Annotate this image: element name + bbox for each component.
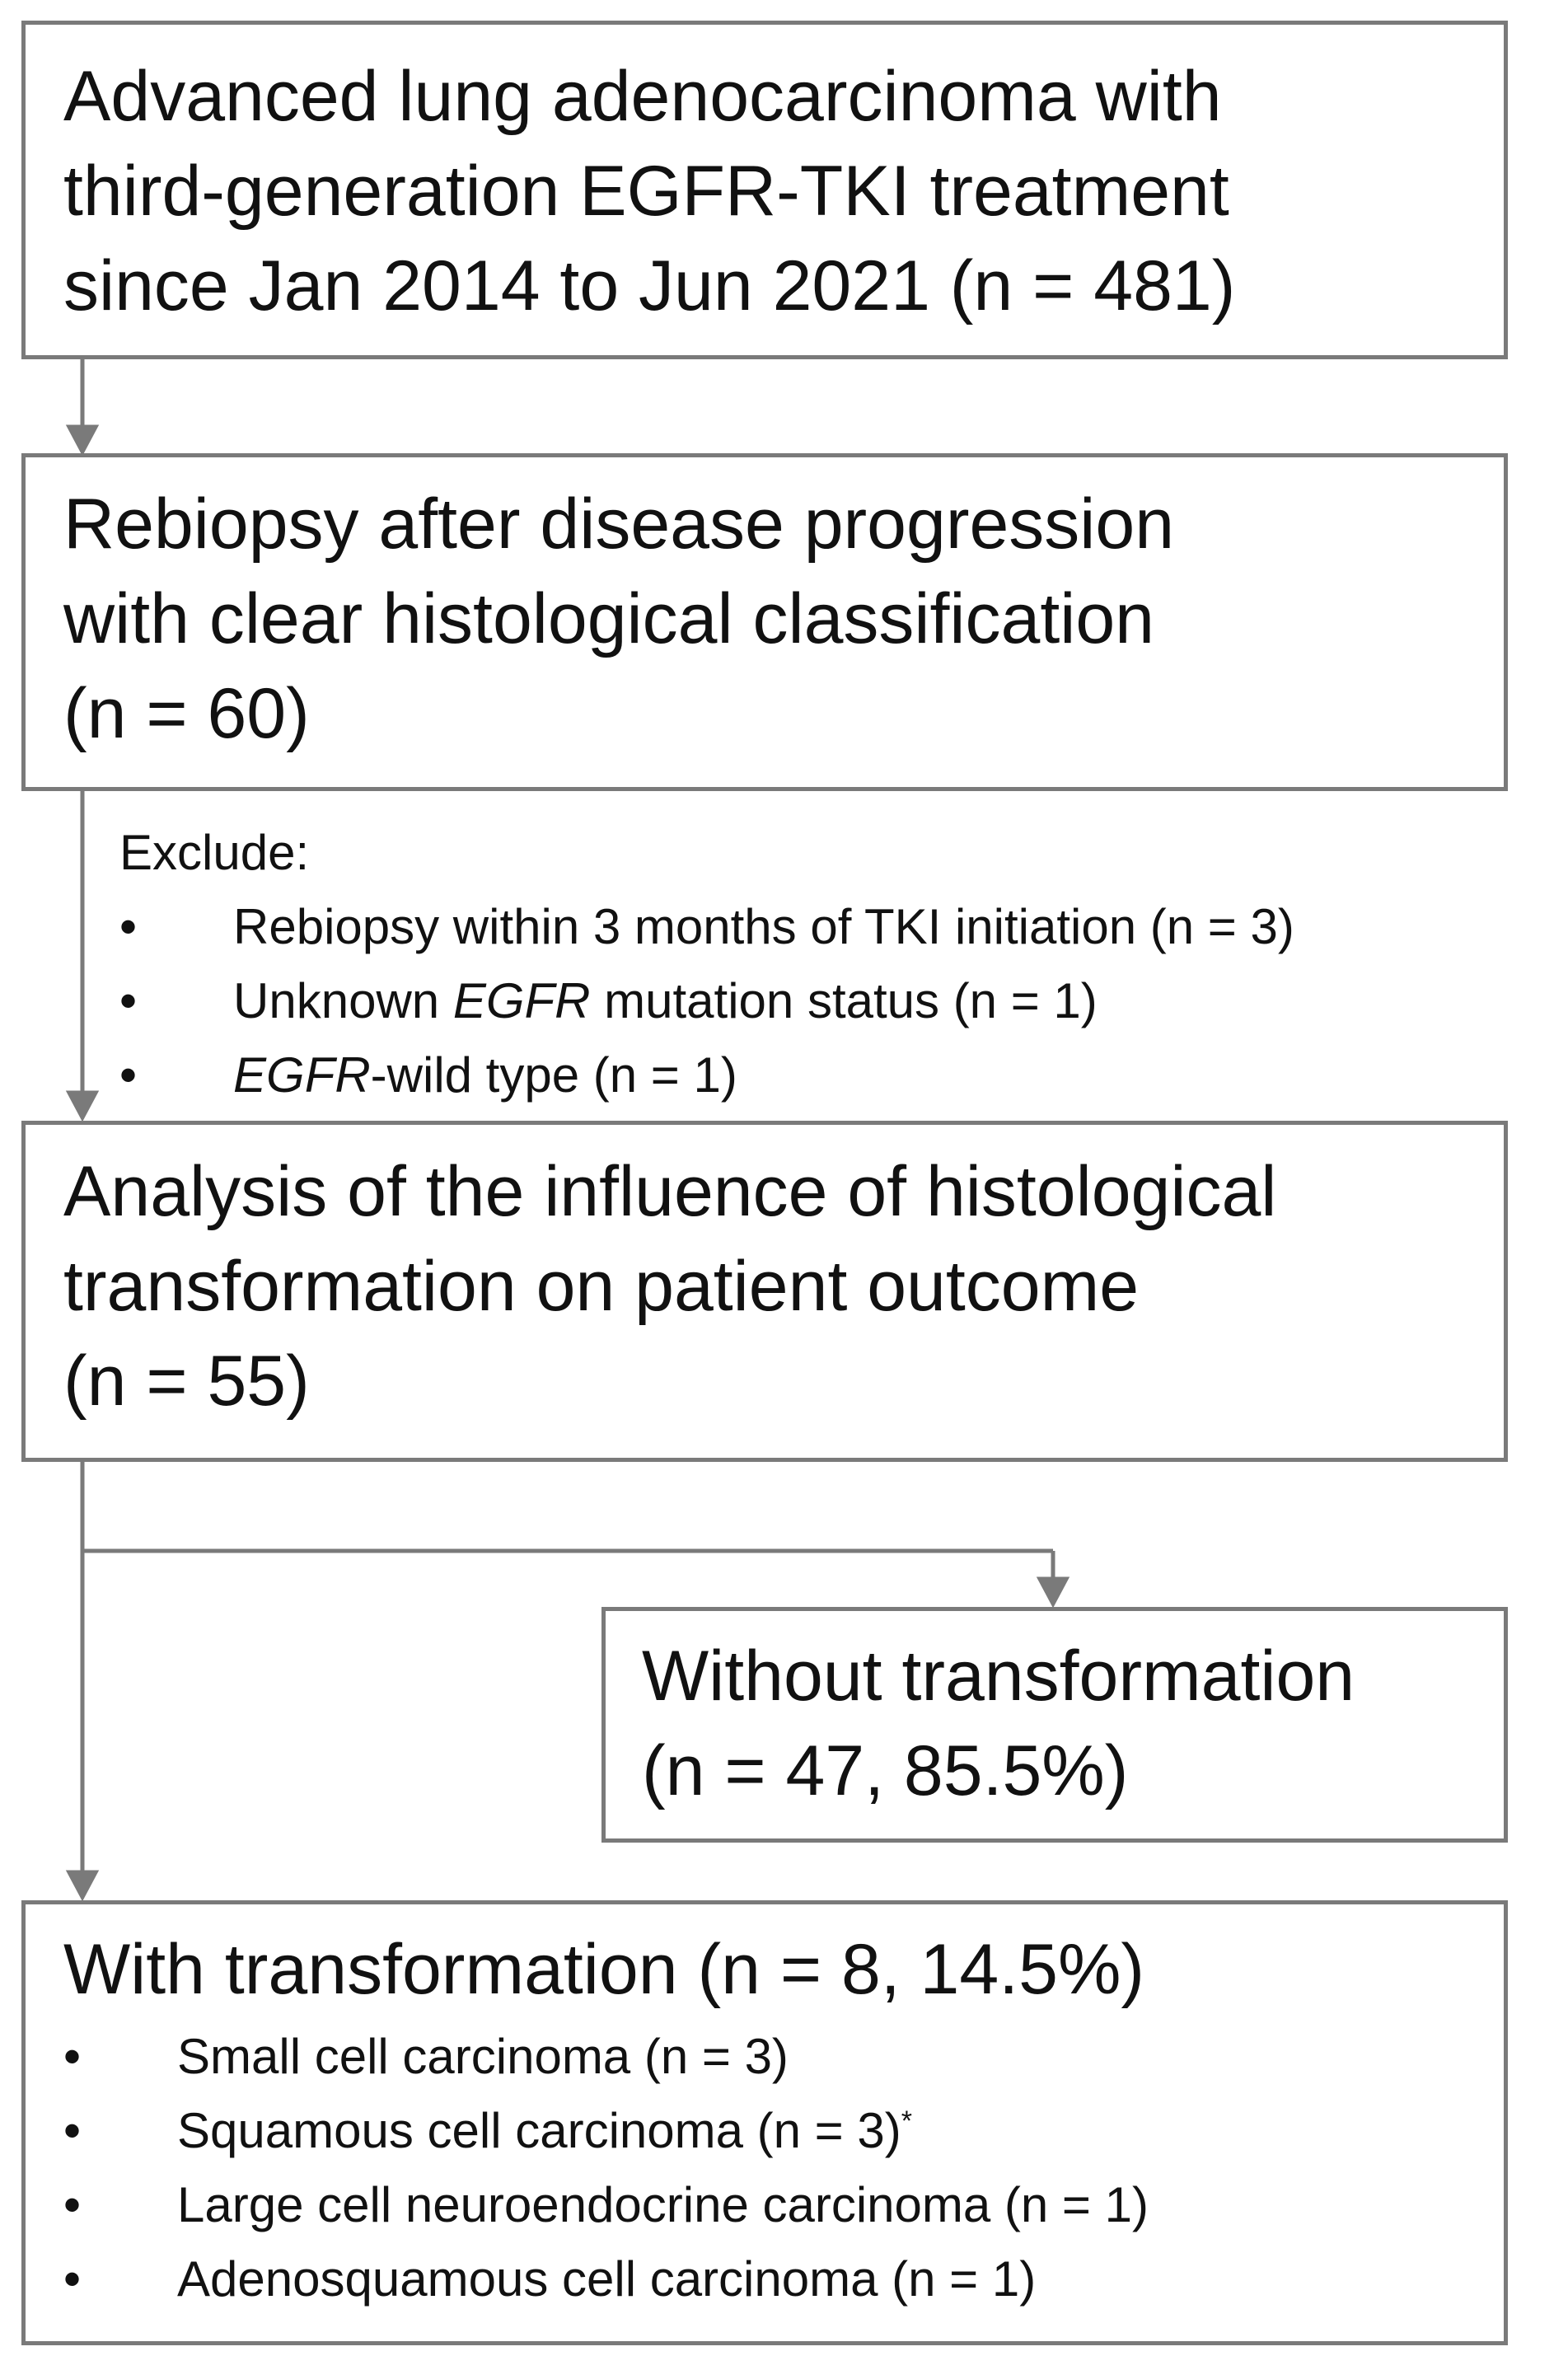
analysis-line-3: (n = 55) [63, 1342, 310, 1421]
exclusion-item: • Unknown EGFR mutation status (n = 1) [119, 964, 1294, 1038]
bullet-icon: • [119, 899, 138, 954]
bullet-icon: • [63, 2029, 82, 2084]
with-transformation-box [21, 1900, 1508, 2345]
arrowhead-3 [69, 1872, 96, 1897]
analysis-box [21, 1121, 1508, 1462]
rebiopsy-line-1: Rebiopsy after disease progression [63, 485, 1175, 564]
bullet-icon: • [63, 2177, 82, 2232]
bullet-icon: • [119, 1047, 138, 1103]
analysis-line-2: transformation on patient outcome [63, 1247, 1140, 1326]
analysis-line-1: Analysis of the influence of histological [63, 1152, 1277, 1231]
transformation-item: • Adenosquamous cell carcinoma (n = 1) [63, 2242, 1149, 2316]
exclusion-note [119, 816, 1537, 890]
transformation-item: • Squamous cell carcinoma (n = 3)* [63, 2094, 1149, 2168]
analysis-text [63, 1145, 1466, 1429]
rebiopsy-box [21, 453, 1508, 791]
arrowhead-1 [69, 427, 96, 452]
transformation-item: • Large cell neuroendocrine carcinoma (n = 1) [63, 2168, 1149, 2242]
transformation-item: • Small cell carcinoma (n = 3) [63, 2020, 1149, 2094]
bullet-icon: • [63, 2103, 82, 2158]
rebiopsy-line-3: (n = 60) [63, 674, 310, 753]
exclusion-item: • Rebiopsy within 3 months of TKI initiation (n = 3) [119, 890, 1294, 964]
initial-line-3: since Jan 2014 to Jun 2021 (n = 481) [63, 246, 1236, 326]
bullet-icon: • [119, 973, 138, 1028]
arrowhead-4 [1040, 1579, 1066, 1604]
transformation-type-list [63, 2020, 1149, 2316]
without-line-1: Without transformation [642, 1637, 1355, 1716]
exclusion-list [119, 890, 1294, 1112]
initial-cohort-text [63, 49, 1466, 334]
rebiopsy-text [63, 477, 1466, 761]
bullet-icon: • [63, 2251, 82, 2307]
initial-line-2: third-generation EGFR-TKI treatment [63, 152, 1229, 231]
footnote-marker: * [901, 2105, 912, 2137]
rebiopsy-line-2: with clear histological classification [63, 579, 1155, 658]
arrowhead-2 [69, 1093, 96, 1117]
without-transformation-box [601, 1607, 1508, 1843]
without-line-2: (n = 47, 85.5%) [642, 1731, 1129, 1810]
initial-cohort-box [21, 21, 1508, 359]
without-transformation-text [642, 1629, 1479, 1819]
with-transformation-title: With transformation (n = 8, 14.5%) [63, 1930, 1145, 2009]
initial-line-1: Advanced lung adenocarcinoma with [63, 57, 1222, 136]
exclusion-heading: Exclude: [119, 825, 310, 880]
exclusion-item: • EGFR-wild type (n = 1) [119, 1038, 1294, 1112]
